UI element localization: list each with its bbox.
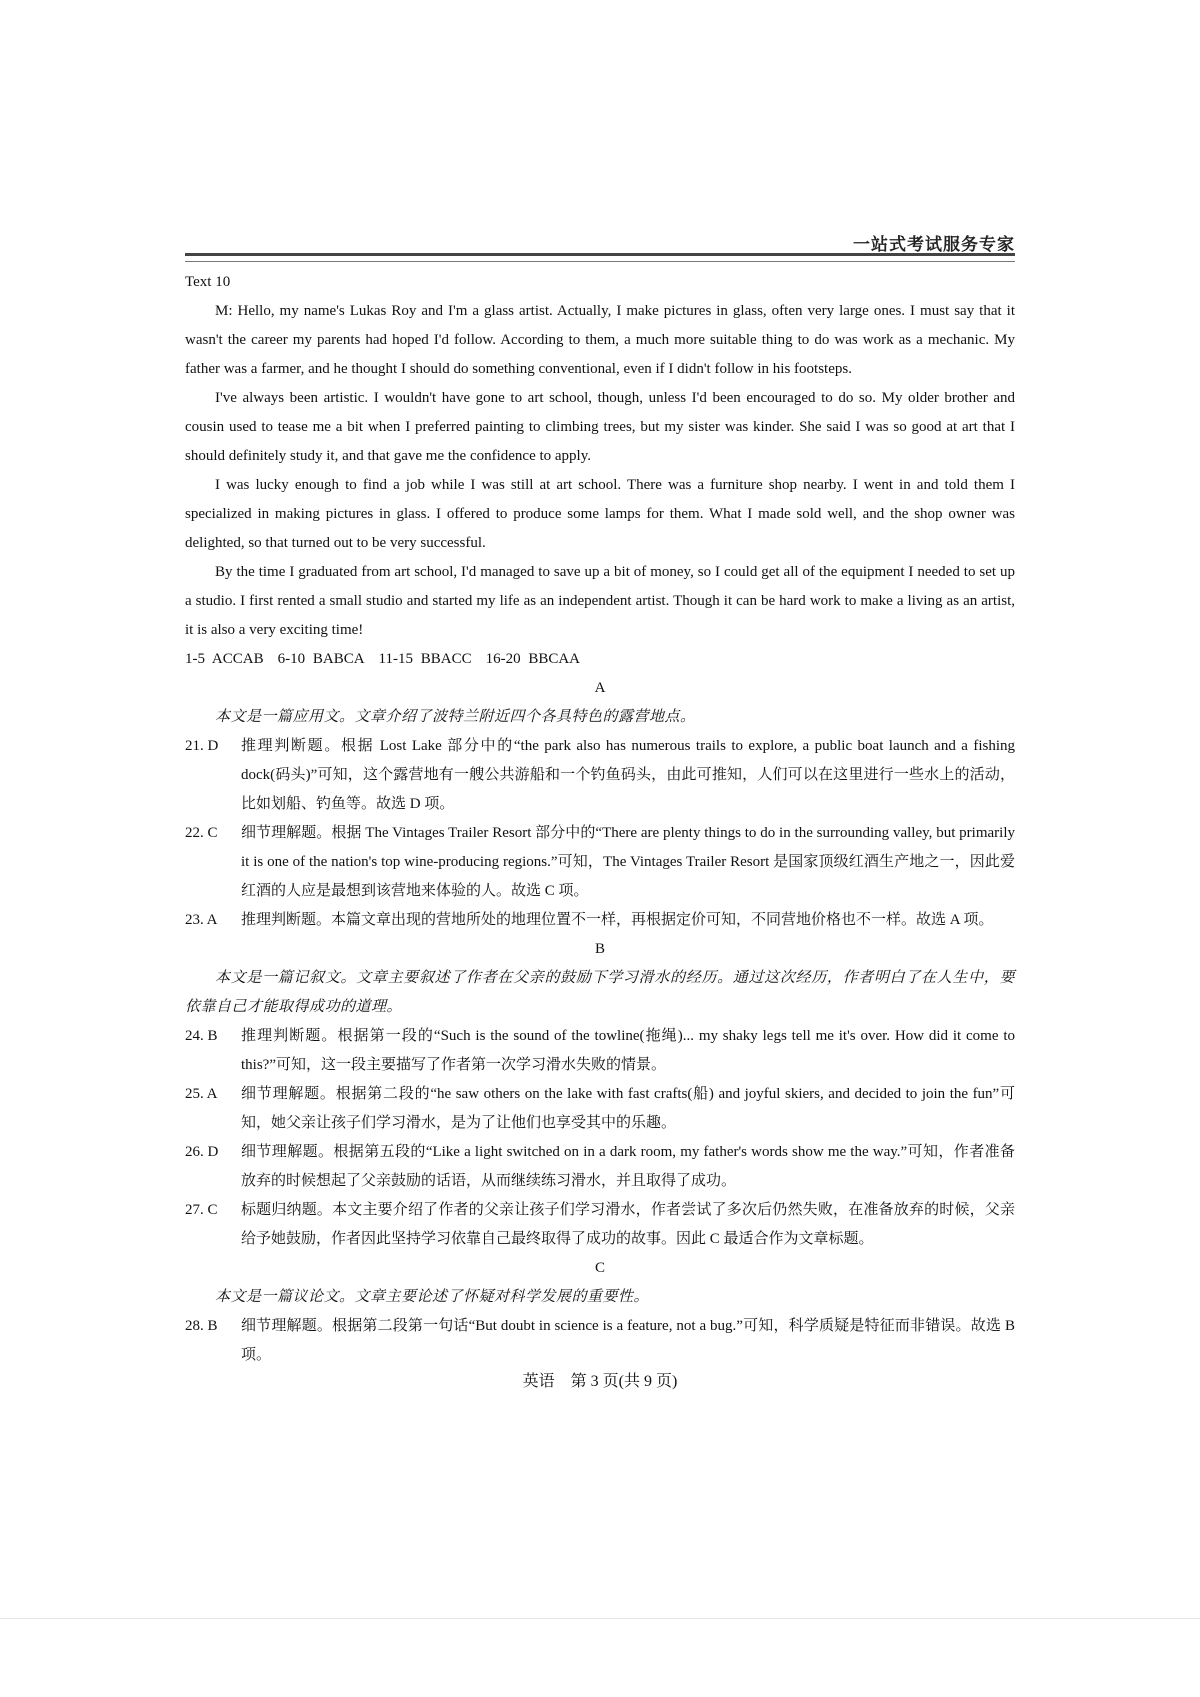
explanation-text: 细节理解题。根据第二段的“he saw others on the lake with fast crafts(船) and joyful skiers, and decided to join the fun”可知，她父亲让孩子们学习滑水，是为了让他们也享受其中的乐趣。 xyxy=(241,1086,1015,1131)
page-footer: 英语 第 3 页(共 9 页) xyxy=(522,1373,678,1390)
text10-paragraph: By the time I graduated from art school, I'd managed to save up a bit of money, so I could get all of the equipment I needed to set up a studio. I first rented a small studio and started my life as an independent artist. Though it can be hard work to make a living as an artist, it is also a very exciting time! xyxy=(185,564,1015,638)
answer-explanation xyxy=(185,1080,1015,1138)
answer-key xyxy=(185,645,1015,674)
question-number: 22. C xyxy=(185,825,218,841)
section-heading: B xyxy=(594,941,605,957)
question-number: 27. C xyxy=(185,1202,218,1218)
section-summary: 本文是一篇议论文。文章主要论述了怀疑对科学发展的重要性。 xyxy=(215,1289,650,1305)
answer-explanation xyxy=(185,1312,1015,1370)
question-number: 28. B xyxy=(185,1318,218,1334)
answer-group: 1-5 ACCAB xyxy=(185,651,264,667)
text10-paragraph: I was lucky enough to find a job while I was still at art school. There was a furniture shop nearby. I went in and told them I specialized in making pictures in glass. I offered to produce some lamps for them. What I made sold well, and the shop owner was delighted, so that turned out to be very successful. xyxy=(185,477,1015,551)
answer-group: 11-15 BBACC xyxy=(378,651,472,667)
answer-explanation xyxy=(185,732,1015,819)
explanation-text: 推理判断题。本篇文章出现的营地所处的地理位置不一样，再根据定价可知，不同营地价格也不一样。故选 A 项。 xyxy=(241,912,994,928)
page-content xyxy=(185,268,1015,1370)
question-number: 26. D xyxy=(185,1144,219,1160)
explanation-text: 推理判断题。根据 Lost Lake 部分中的“the park also has numerous trails to explore, a public boat launch and a fishing dock(码头)”可知，这个露营地有一艘公共游船和一个钓鱼码头，由此可推知，人们可以在这里进行一些水上的活动，比如划船、钓鱼等。故选 D 项。 xyxy=(241,738,1015,812)
answer-explanation xyxy=(185,906,1015,935)
answer-explanation xyxy=(185,1022,1015,1080)
section-summary: 本文是一篇记叙文。文章主要叙述了作者在父亲的鼓励下学习滑水的经历。通过这次经历，作者明白了在人生中，要依靠自己才能取得成功的道理。 xyxy=(185,970,1015,1015)
explanation-text: 细节理解题。根据第五段的“Like a light switched on in a dark room, my father's words show me the way.”可知，作者准备放弃的时候想起了父亲鼓励的话语，从而继续练习滑水，并且取得了成功。 xyxy=(241,1144,1015,1189)
explanation-text: 细节理解题。根据第二段第一句话“But doubt in science is a feature, not a bug.”可知，科学质疑是特征而非错误。故选 B 项。 xyxy=(241,1318,1015,1363)
explanation-text: 标题归纳题。本文主要介绍了作者的父亲让孩子们学习滑水，作者尝试了多次后仍然失败，在准备放弃的时候，父亲给予她鼓励，作者因此坚持学习依靠自己最终取得了成功的故事。因此 C 最适合作为文章标题。 xyxy=(241,1202,1015,1247)
text10-label: Text 10 xyxy=(185,274,231,290)
text10-paragraph: I've always been artistic. I wouldn't have gone to art school, though, unless I'd been encouraged to do so. My older brother and cousin used to tease me a bit when I preferred painting to climbing trees, but my sister was kinder. She said I was so good at art that I should definitely study it, and that gave me the confidence to apply. xyxy=(185,390,1015,464)
section-heading: C xyxy=(594,1260,605,1276)
answer-explanation xyxy=(185,1196,1015,1254)
answer-explanation xyxy=(185,1138,1015,1196)
section-heading: A xyxy=(594,680,606,696)
answer-group: 16-20 BBCAA xyxy=(485,651,581,667)
question-number: 24. B xyxy=(185,1028,218,1044)
scan-edge-line xyxy=(0,1618,1200,1619)
question-number: 23. A xyxy=(185,912,218,928)
answer-explanation xyxy=(185,819,1015,906)
question-number: 25. A xyxy=(185,1086,218,1102)
section-summary: 本文是一篇应用文。文章介绍了波特兰附近四个各具特色的露营地点。 xyxy=(215,709,696,725)
explanation-text: 细节理解题。根据 The Vintages Trailer Resort 部分中的“There are plenty things to do in the surrounding valley, but primarily it is one of the nation's top wine-producing regions.”可知，The Vintages Trailer Resort 是国家顶级红酒生产地之一，因此爱红酒的人应是最想到该营地来体验的人。故选 C 项。 xyxy=(241,825,1015,899)
header-brand: 一站式考试服务专家 xyxy=(853,235,1015,254)
question-number: 21. D xyxy=(185,738,219,754)
explanation-text: 推理判断题。根据第一段的“Such is the sound of the towline(拖绳)... my shaky legs tell me it's over. How did it come to this?”可知，这一段主要描写了作者第一次学习滑水失败的情景。 xyxy=(241,1028,1015,1073)
text10-paragraph: M: Hello, my name's Lukas Roy and I'm a glass artist. Actually, I make pictures in glass, often very large ones. I must say that it wasn't the career my parents had hoped I'd follow. According to them, a much more suitable thing to do was work as a mechanic. My father was a farmer, and he thought I should do something conventional, even if I didn't follow in his footsteps. xyxy=(185,303,1015,377)
answer-group: 6-10 BABCA xyxy=(277,651,365,667)
header-rule xyxy=(185,253,1015,262)
